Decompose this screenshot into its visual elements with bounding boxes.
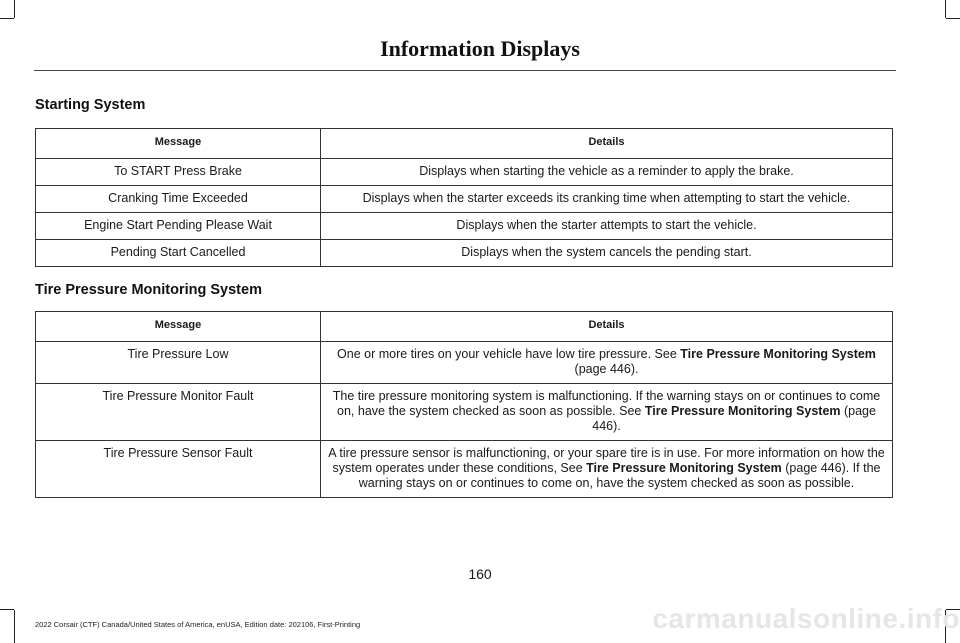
details-cell xyxy=(321,441,893,498)
details-text: One or more tires on your vehicle have low tire pressure. See xyxy=(337,347,681,361)
crop-mark xyxy=(14,0,15,18)
footer-edition-info: 2022 Corsair (CTF) Canada/United States of America, enUSA, Edition date: 202106, First-Printing xyxy=(35,620,361,629)
details-cell: Displays when the starter attempts to start the vehicle. xyxy=(321,213,893,240)
page-reference: (page 446). If the warning stays on or continues to come on, have the system checked as soon as possible. xyxy=(358,461,881,490)
cross-reference-link[interactable]: Tire Pressure Monitoring System xyxy=(680,347,876,361)
message-cell: Cranking Time Exceeded xyxy=(36,186,321,213)
page-number: 160 xyxy=(468,566,492,582)
table-header-row xyxy=(36,129,893,159)
column-header-details: Details xyxy=(321,312,893,342)
message-cell: Pending Start Cancelled xyxy=(36,240,321,267)
watermark: carmanualsonline.info xyxy=(652,603,960,634)
table-row xyxy=(36,384,893,441)
details-text: A tire pressure sensor is malfunctioning, or your spare tire is in use. For more information on how the system operates under these conditions, See xyxy=(328,446,885,475)
crop-mark xyxy=(14,610,15,643)
message-cell: Tire Pressure Low xyxy=(36,342,321,384)
table-row xyxy=(36,213,893,240)
page-reference: (page 446). xyxy=(574,362,639,376)
section-heading-starting-system: Starting System xyxy=(35,97,146,113)
table-row xyxy=(36,186,893,213)
crop-mark xyxy=(945,0,946,18)
table-row xyxy=(36,240,893,267)
message-cell: Tire Pressure Sensor Fault xyxy=(36,441,321,498)
page-title: Information Displays xyxy=(380,36,580,61)
starting-system-table xyxy=(35,128,893,267)
column-header-message: Message xyxy=(36,312,321,342)
crop-mark xyxy=(0,18,14,19)
table-row xyxy=(36,159,893,186)
details-cell xyxy=(321,342,893,384)
section-heading-tire-pressure: Tire Pressure Monitoring System xyxy=(35,282,262,298)
table-header-row xyxy=(36,312,893,342)
cross-reference-link[interactable]: Tire Pressure Monitoring System xyxy=(586,461,782,475)
details-cell: Displays when starting the vehicle as a reminder to apply the brake. xyxy=(321,159,893,186)
title-divider xyxy=(34,70,896,71)
column-header-details: Details xyxy=(321,129,893,159)
details-cell: Displays when the system cancels the pending start. xyxy=(321,240,893,267)
message-cell: To START Press Brake xyxy=(36,159,321,186)
crop-mark xyxy=(946,18,960,19)
details-cell: Displays when the starter exceeds its cranking time when attempting to start the vehicle. xyxy=(321,186,893,213)
details-cell xyxy=(321,384,893,441)
page-reference: (page 446). xyxy=(592,404,876,433)
table-row xyxy=(36,342,893,384)
column-header-message: Message xyxy=(36,129,321,159)
message-cell: Tire Pressure Monitor Fault xyxy=(36,384,321,441)
cross-reference-link[interactable]: Tire Pressure Monitoring System xyxy=(644,404,841,418)
crop-mark xyxy=(0,609,14,610)
table-row xyxy=(36,441,893,498)
tire-pressure-table xyxy=(35,311,893,498)
message-cell: Engine Start Pending Please Wait xyxy=(36,213,321,240)
details-text: The tire pressure monitoring system is malfunctioning. If the warning stays on or continues to come on, have the system checked as soon as possible. See xyxy=(332,389,881,418)
